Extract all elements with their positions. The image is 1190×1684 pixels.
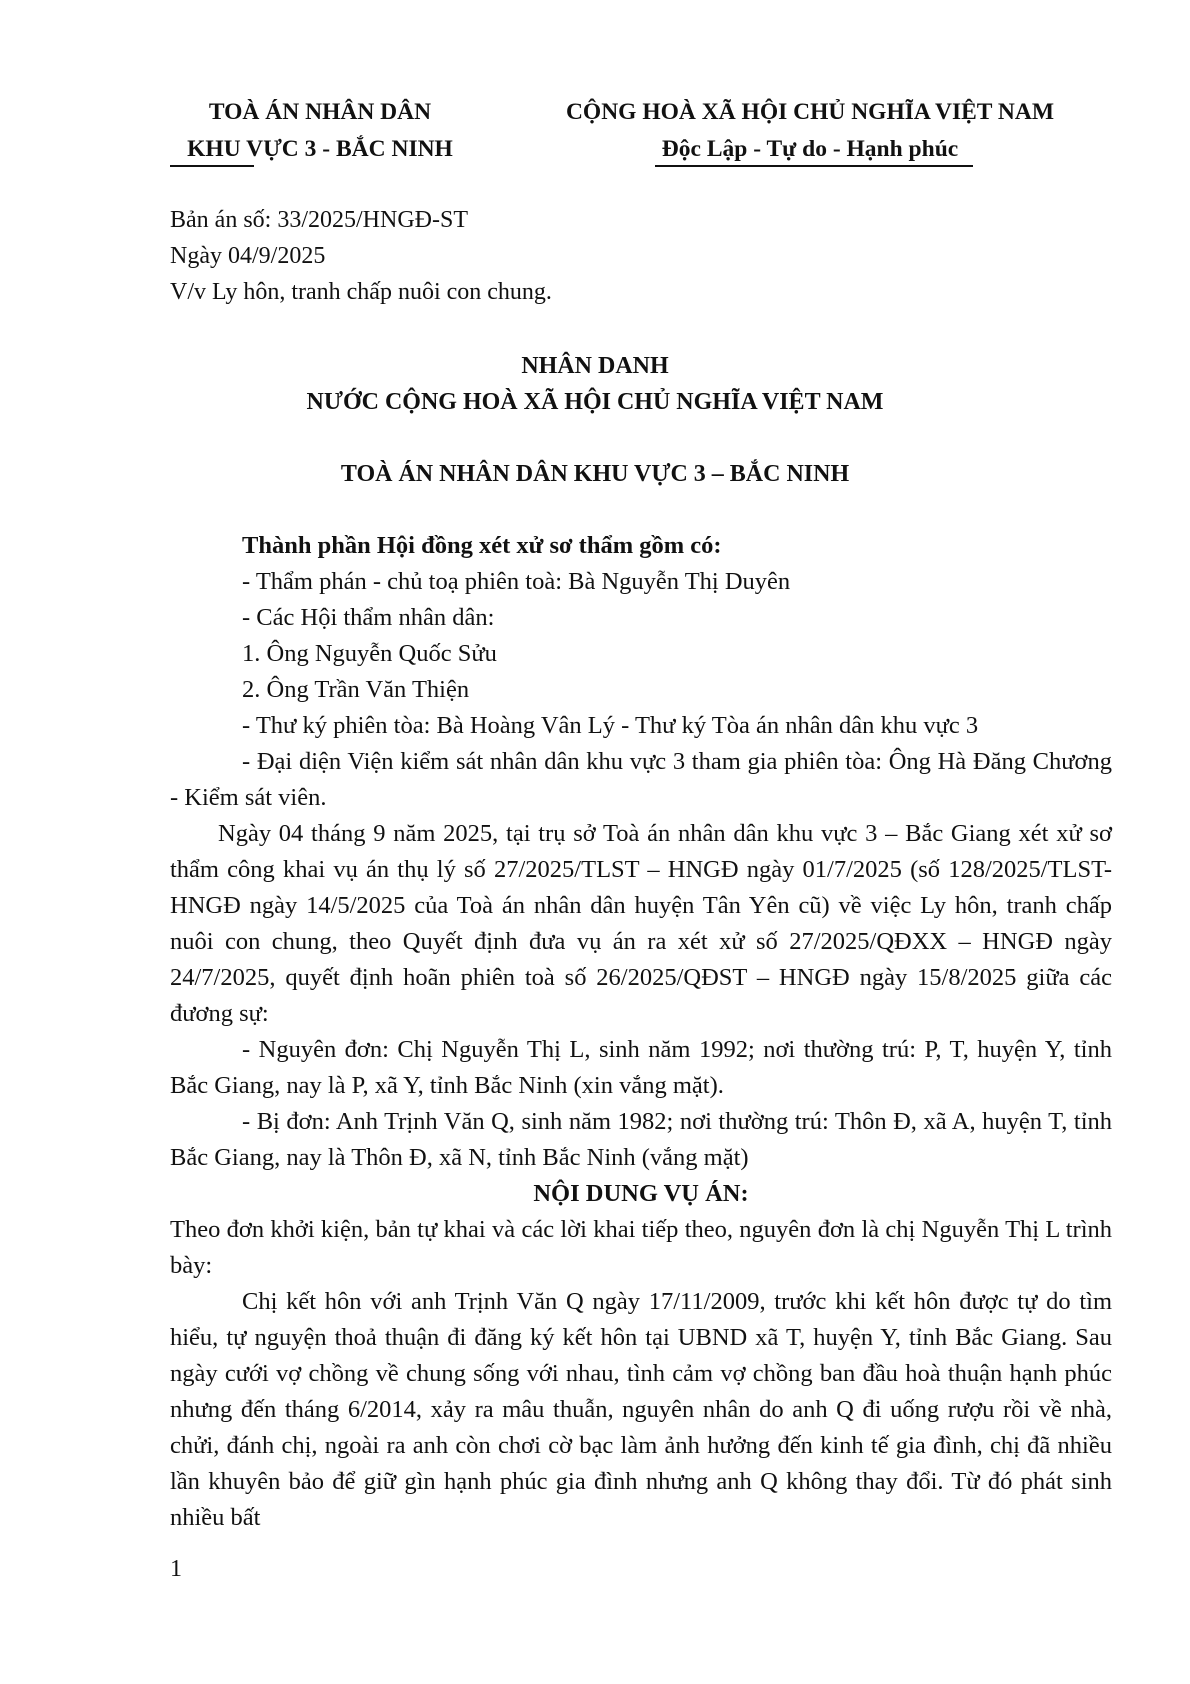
panel-clerk: - Thư ký phiên tòa: Bà Hoàng Vân Lý - Thư ký Tòa án nhân dân khu vực 3 [242, 712, 979, 739]
trial-paragraph: Ngày 04 tháng 9 năm 2025, tại trụ sở Toà án nhân dân khu vực 3 – Bắc Giang xét xử sơ thẩm công khai vụ án thụ lý số 27/2025/TLST – HNGĐ ngày 01/7/2025 (số 128/2025/TLST-HNGĐ ngày 14/5/2025 của Toà án nhân dân huyện Tân Yên cũ) về việc Ly hôn, tranh chấp nuôi con chung, theo Quyết định đưa vụ án ra xét xử số 27/2025/QĐXX – HNGĐ ngày 24/7/2025, quyết định hoãn phiên toà số 26/2025/QĐST – HNGĐ ngày 15/8/2025 giữa các đương sự: [170, 820, 1112, 1027]
case-subject: V/v Ly hôn, tranh chấp nuôi con chung. [170, 279, 552, 305]
motto-underline [655, 165, 973, 167]
case-date: Ngày 04/9/2025 [170, 243, 326, 269]
page-number: 1 [170, 1556, 182, 1582]
title-court: TOÀ ÁN NHÂN DÂN KHU VỰC 3 – BẮC NINH [340, 461, 850, 487]
content-body: Chị kết hôn với anh Trịnh Văn Q ngày 17/11/2009, trước khi kết hôn được tự do tìm hiểu, tự nguyện thoả thuận đi đăng ký kết hôn tại UBND xã T, huyện Y, tỉnh Bắc Giang. Sau ngày cưới vợ chồng về chung sống với nhau, tình cảm vợ chồng ban đầu hoà thuận hạnh phúc nhưng đến tháng 6/2014, xảy ra mâu thuẫn, nguyên nhân do anh Q đi uống rượu rồi về nhà, chửi, đánh chị, ngoài ra anh còn chơi cờ bạc làm ảnh hưởng đến kinh tế gia đình, chị đã nhiều lần khuyên bảo để giữ gìn hạnh phúc gia đình nhưng anh Q không thay đổi. Từ đó phát sinh nhiều bất [170, 1288, 1112, 1531]
court-name: TOÀ ÁN NHÂN DÂN [208, 99, 432, 125]
title-in-name-of: NHÂN DANH [521, 353, 669, 379]
panel-prosecutor: - Đại diện Viện kiểm sát nhân dân khu vực 3 tham gia phiên tòa: Ông Hà Đăng Chương - Kiểm sát viên. [170, 748, 1112, 811]
title-nation: NƯỚC CỘNG HOÀ XÃ HỘI CHỦ NGHĨA VIỆT NAM [306, 389, 884, 415]
court-underline [170, 165, 254, 167]
panel-heading: Thành phần Hội đồng xét xử sơ thẩm gồm có: [242, 532, 722, 559]
document-body [170, 528, 1112, 1536]
national-motto: Độc Lập - Tự do - Hạnh phúc [661, 136, 959, 162]
panel-assessor-1: 1. Ông Nguyễn Quốc Sửu [242, 640, 497, 667]
court-header [150, 94, 490, 168]
national-name: CỘNG HOÀ XÃ HỘI CHỦ NGHĨA VIỆT NAM [565, 99, 1055, 125]
national-header [530, 94, 1090, 168]
case-meta [170, 202, 552, 310]
panel-assessor-2: 2. Ông Trần Văn Thiện [242, 676, 470, 703]
case-number: Bản án số: 33/2025/HNGĐ-ST [170, 207, 468, 233]
panel-assessors-label: - Các Hội thẩm nhân dân: [242, 604, 495, 631]
panel-judge: - Thẩm phán - chủ toạ phiên toà: Bà Nguyễn Thị Duyên [242, 568, 791, 595]
court-region: KHU VỰC 3 - BẮC NINH [187, 136, 453, 162]
content-heading: NỘI DUNG VỤ ÁN: [533, 1180, 749, 1207]
content-intro: Theo đơn khởi kiện, bản tự khai và các lời khai tiếp theo, nguyên đơn là chị Nguyễn Thị L trình bày: [170, 1216, 1112, 1279]
plaintiff-paragraph: - Nguyên đơn: Chị Nguyễn Thị L, sinh năm 1992; nơi thường trú: P, T, huyện Y, tỉnh Bắc Giang, nay là P, xã Y, tỉnh Bắc Ninh (xin vắng mặt). [170, 1036, 1112, 1099]
defendant-paragraph: - Bị đơn: Anh Trịnh Văn Q, sinh năm 1982; nơi thường trú: Thôn Đ, xã A, huyện T, tỉnh Bắc Giang, nay là Thôn Đ, xã N, tỉnh Bắc Ninh (vắng mặt) [170, 1108, 1112, 1171]
